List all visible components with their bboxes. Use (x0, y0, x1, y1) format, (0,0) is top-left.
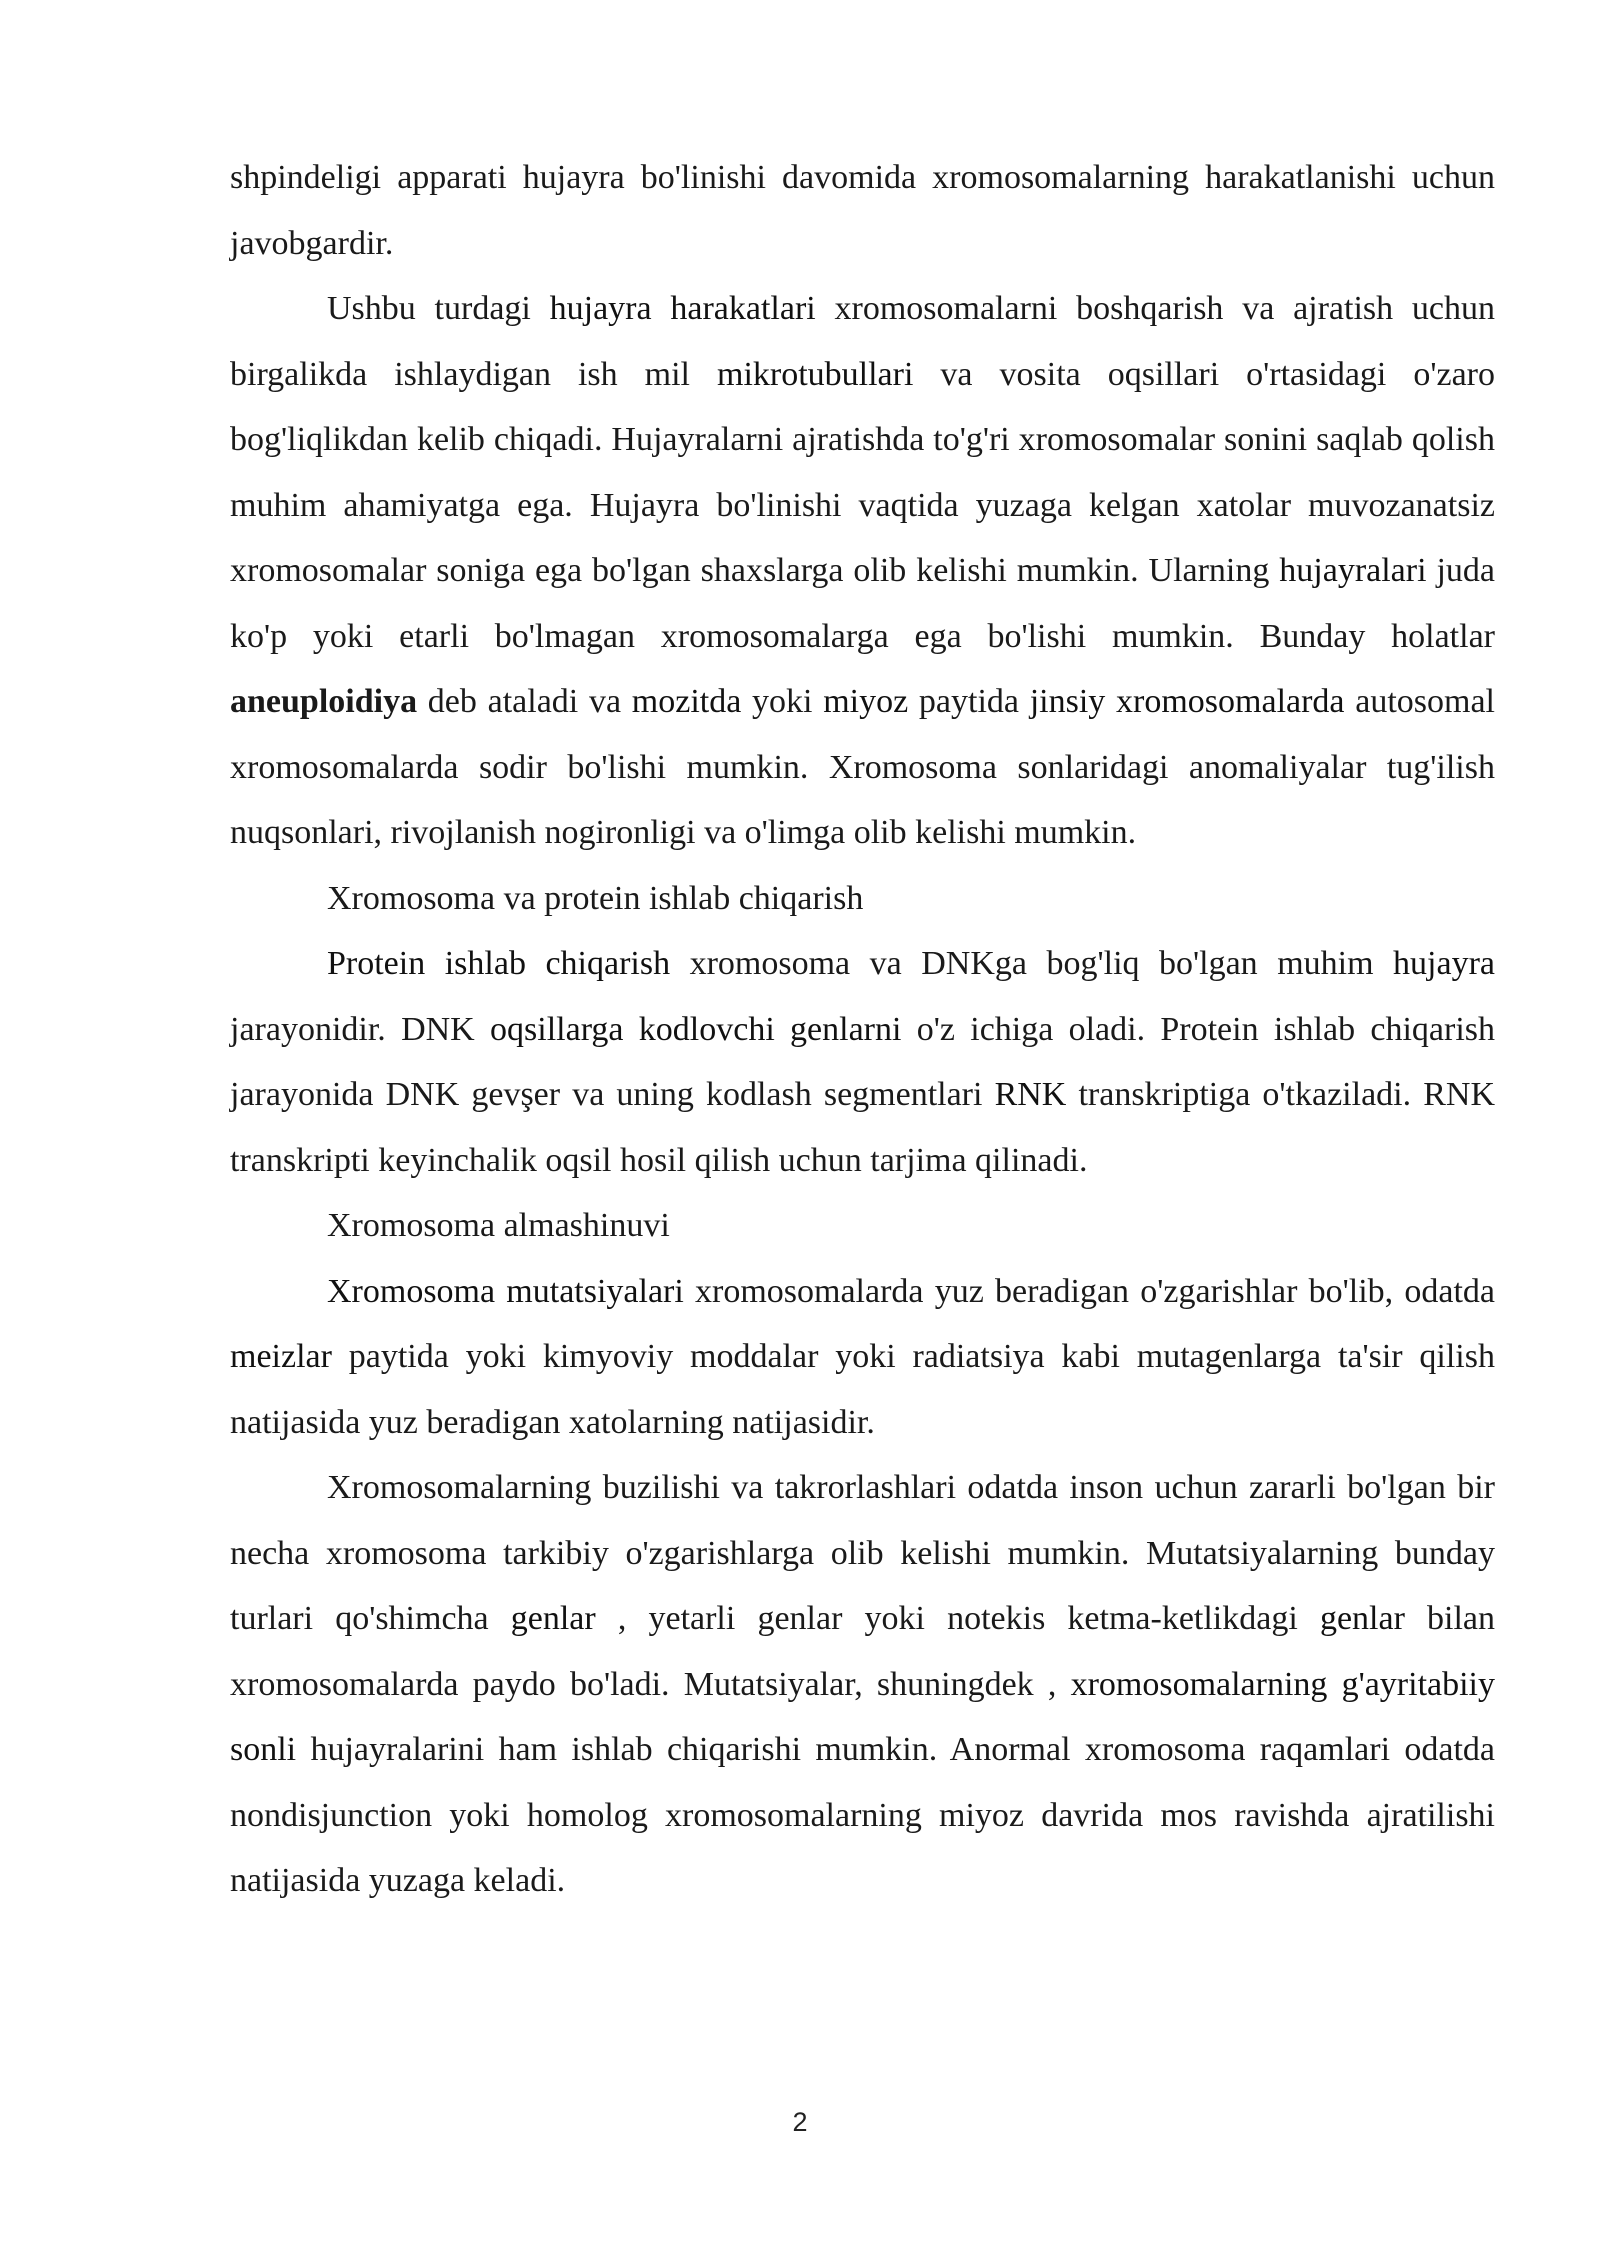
text-run: paytida (908, 683, 1030, 720)
text-run: paytida yoki kimyoviy moddalar yoki radiatsiya kabi mutagenlarga ta'sir qilish natijasida yuz beradigan xatolarning natijasidir. (230, 1338, 1495, 1441)
term-link[interactable]: oqsillarga kodlovchi genlarni (490, 1010, 902, 1048)
section-heading (230, 1193, 1495, 1259)
term-link[interactable]: jinsiy xromosomalarda (1029, 683, 1345, 720)
text-run: Ushbu turdagi (327, 290, 550, 327)
text-run: xromosoma va DNKga bog'liq bo'lgan muhim (670, 945, 1394, 982)
text-run: xromosomalarda yuz beradigan o'zgarishlar bo'lib, odatda (683, 1272, 1495, 1310)
text-run: juda ko'p yoki etarli bo'lmagan xromosomalarga ega bo'lishi mumkin. Bunday holatlar (230, 552, 1495, 655)
term-link[interactable]: miyoz (823, 683, 909, 720)
body-paragraph (230, 1455, 1495, 1914)
term-link[interactable]: hujayra harakatlari (549, 290, 816, 327)
term-link[interactable]: mikrotubullari (717, 355, 914, 393)
text-run: jarayonidir. DNK (230, 1010, 491, 1048)
body-paragraph (230, 145, 1495, 276)
text-run: yoki (741, 683, 824, 720)
document-body (230, 145, 1495, 1914)
text-run: transkriptiga o'tkaziladi. RNK transkripti keyinchalik oqsil hosil qilish uchun tarjima qilinadi. (230, 1076, 1495, 1179)
term-link[interactable]: mozitda (631, 683, 742, 720)
page-number: 2 (792, 2107, 808, 2137)
text-run: o'z ichiga oladi. Protein ishlab chiqarish jarayonida DNK gevşer va uning kodlash segmentlari (230, 1010, 1496, 1113)
text-run: shpindeligi apparati hujayra bo'linishi davomida xromosomalarning harakatlanishi uchun javobgardir. (230, 159, 1495, 262)
text-run: Xromosoma va protein ishlab chiqarish (327, 879, 864, 917)
text-run: xromosomalarni boshqarish va ajratish uchun birgalikda ishlaydigan ish mil (230, 290, 1496, 393)
text-run: deb ataladi va (417, 683, 632, 720)
text-run: Xromosomalarning buzilishi va takrorlashlari odatda inson uchun zararli bo'lgan bir necha xromosoma tarkibiy o'zgarishlarga olib kelishi mumkin. Mutatsiyalarning bunday turlari qo'shimcha (230, 1469, 1495, 1637)
term-link[interactable]: genlar (1319, 1600, 1405, 1637)
text-run: autosomal xromosomalarda sodir bo'lishi mumkin. Xromosoma sonlaridagi anomaliyalar tug'ilish nuqsonlari, rivojlanish nogironligi va o'limga olib kelishi mumkin. (230, 683, 1496, 851)
term-link[interactable]: genlar (510, 1600, 596, 1637)
text-run: , yetarli genlar yoki notekis ketma-ketlikdagi (595, 1600, 1320, 1637)
body-paragraph (230, 276, 1495, 866)
term-link[interactable]: hujayra (1393, 945, 1495, 982)
term-link[interactable]: Protein ishlab chiqarish (327, 945, 671, 982)
body-paragraph (230, 931, 1495, 1193)
text-run: Xromosoma almashinuvi (327, 1207, 670, 1244)
body-paragraph (230, 1259, 1495, 1456)
term-link[interactable]: hujayralari (1279, 552, 1427, 589)
text-run: va vosita oqsillari o'rtasidagi o'zaro bog'liqlikdan kelib chiqadi. Hujayralarni ajratishda to'g'ri xromosomalar sonini saqlab qolish muhim ahamiyatga ega. Hujayra bo'linishi vaqtida yuzaga kelgan xatolar muvozanatsiz xromosomalar soniga ega bo'lgan shaxslarga olib kelishi mumkin. Ularning (230, 355, 1495, 589)
text-run: bilan xromosomalarda paydo bo'ladi. Mutatsiyalar, shuningdek , (230, 1600, 1496, 1703)
section-heading (230, 866, 1495, 932)
term-link[interactable]: Xromosoma mutatsiyalari (327, 1272, 684, 1310)
text-run: hujayralarini ham ishlab chiqarishi mumkin. Anormal xromosoma raqamlari odatda nondisjunction yoki homolog xromosomalarning miyoz davrida mos ravishda ajratilishi natijasida yuzaga keladi. (230, 1731, 1495, 1899)
bold-term: aneuploidiya (230, 683, 418, 720)
term-link[interactable]: xromosomalarning g'ayritabiiy sonli (230, 1665, 1496, 1768)
term-link[interactable]: meizlar (230, 1338, 332, 1375)
term-link[interactable]: RNK (994, 1076, 1067, 1113)
